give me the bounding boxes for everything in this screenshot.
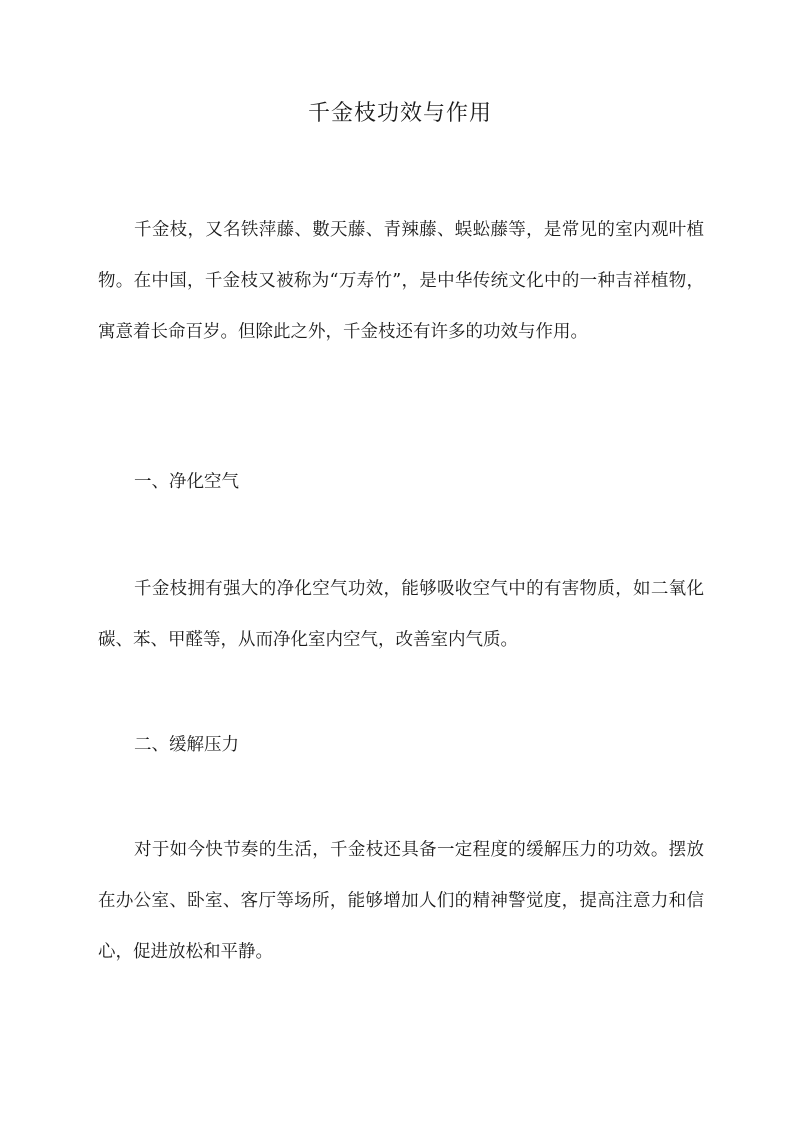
section-heading-purify-air: 一、净化空气 [134, 472, 239, 492]
document-title: 千金枝功效与作用 [307, 101, 492, 126]
section-body-purify-air: 千金枝拥有强大的净化空气功效，能够吸收空气中的有害物质，如二氧化碳、苯、甲醛等，从而净化室内空气，改善室内气质。 [98, 579, 704, 650]
intro-paragraph: 千金枝，又名铁萍藤、數天藤、青辣藤、蜈蚣藤等，是常见的室内观叶植物。在中国，千金枝又被称为“万寿竹”，是中华传统文化中的一种吉祥植物，寓意着长命百岁。但除此之外，千金枝还有许多的功效与作用。 [98, 220, 704, 342]
section-body-relieve-stress: 对于如今快节奏的生活，千金枝还具备一定程度的缓解压力的功效。摆放在办公室、卧室、客厅等场所，能够增加人们的精神警觉度，提高注意力和信心，促进放松和平静。 [98, 840, 704, 962]
section-heading-relieve-stress: 二、缓解压力 [134, 735, 239, 755]
